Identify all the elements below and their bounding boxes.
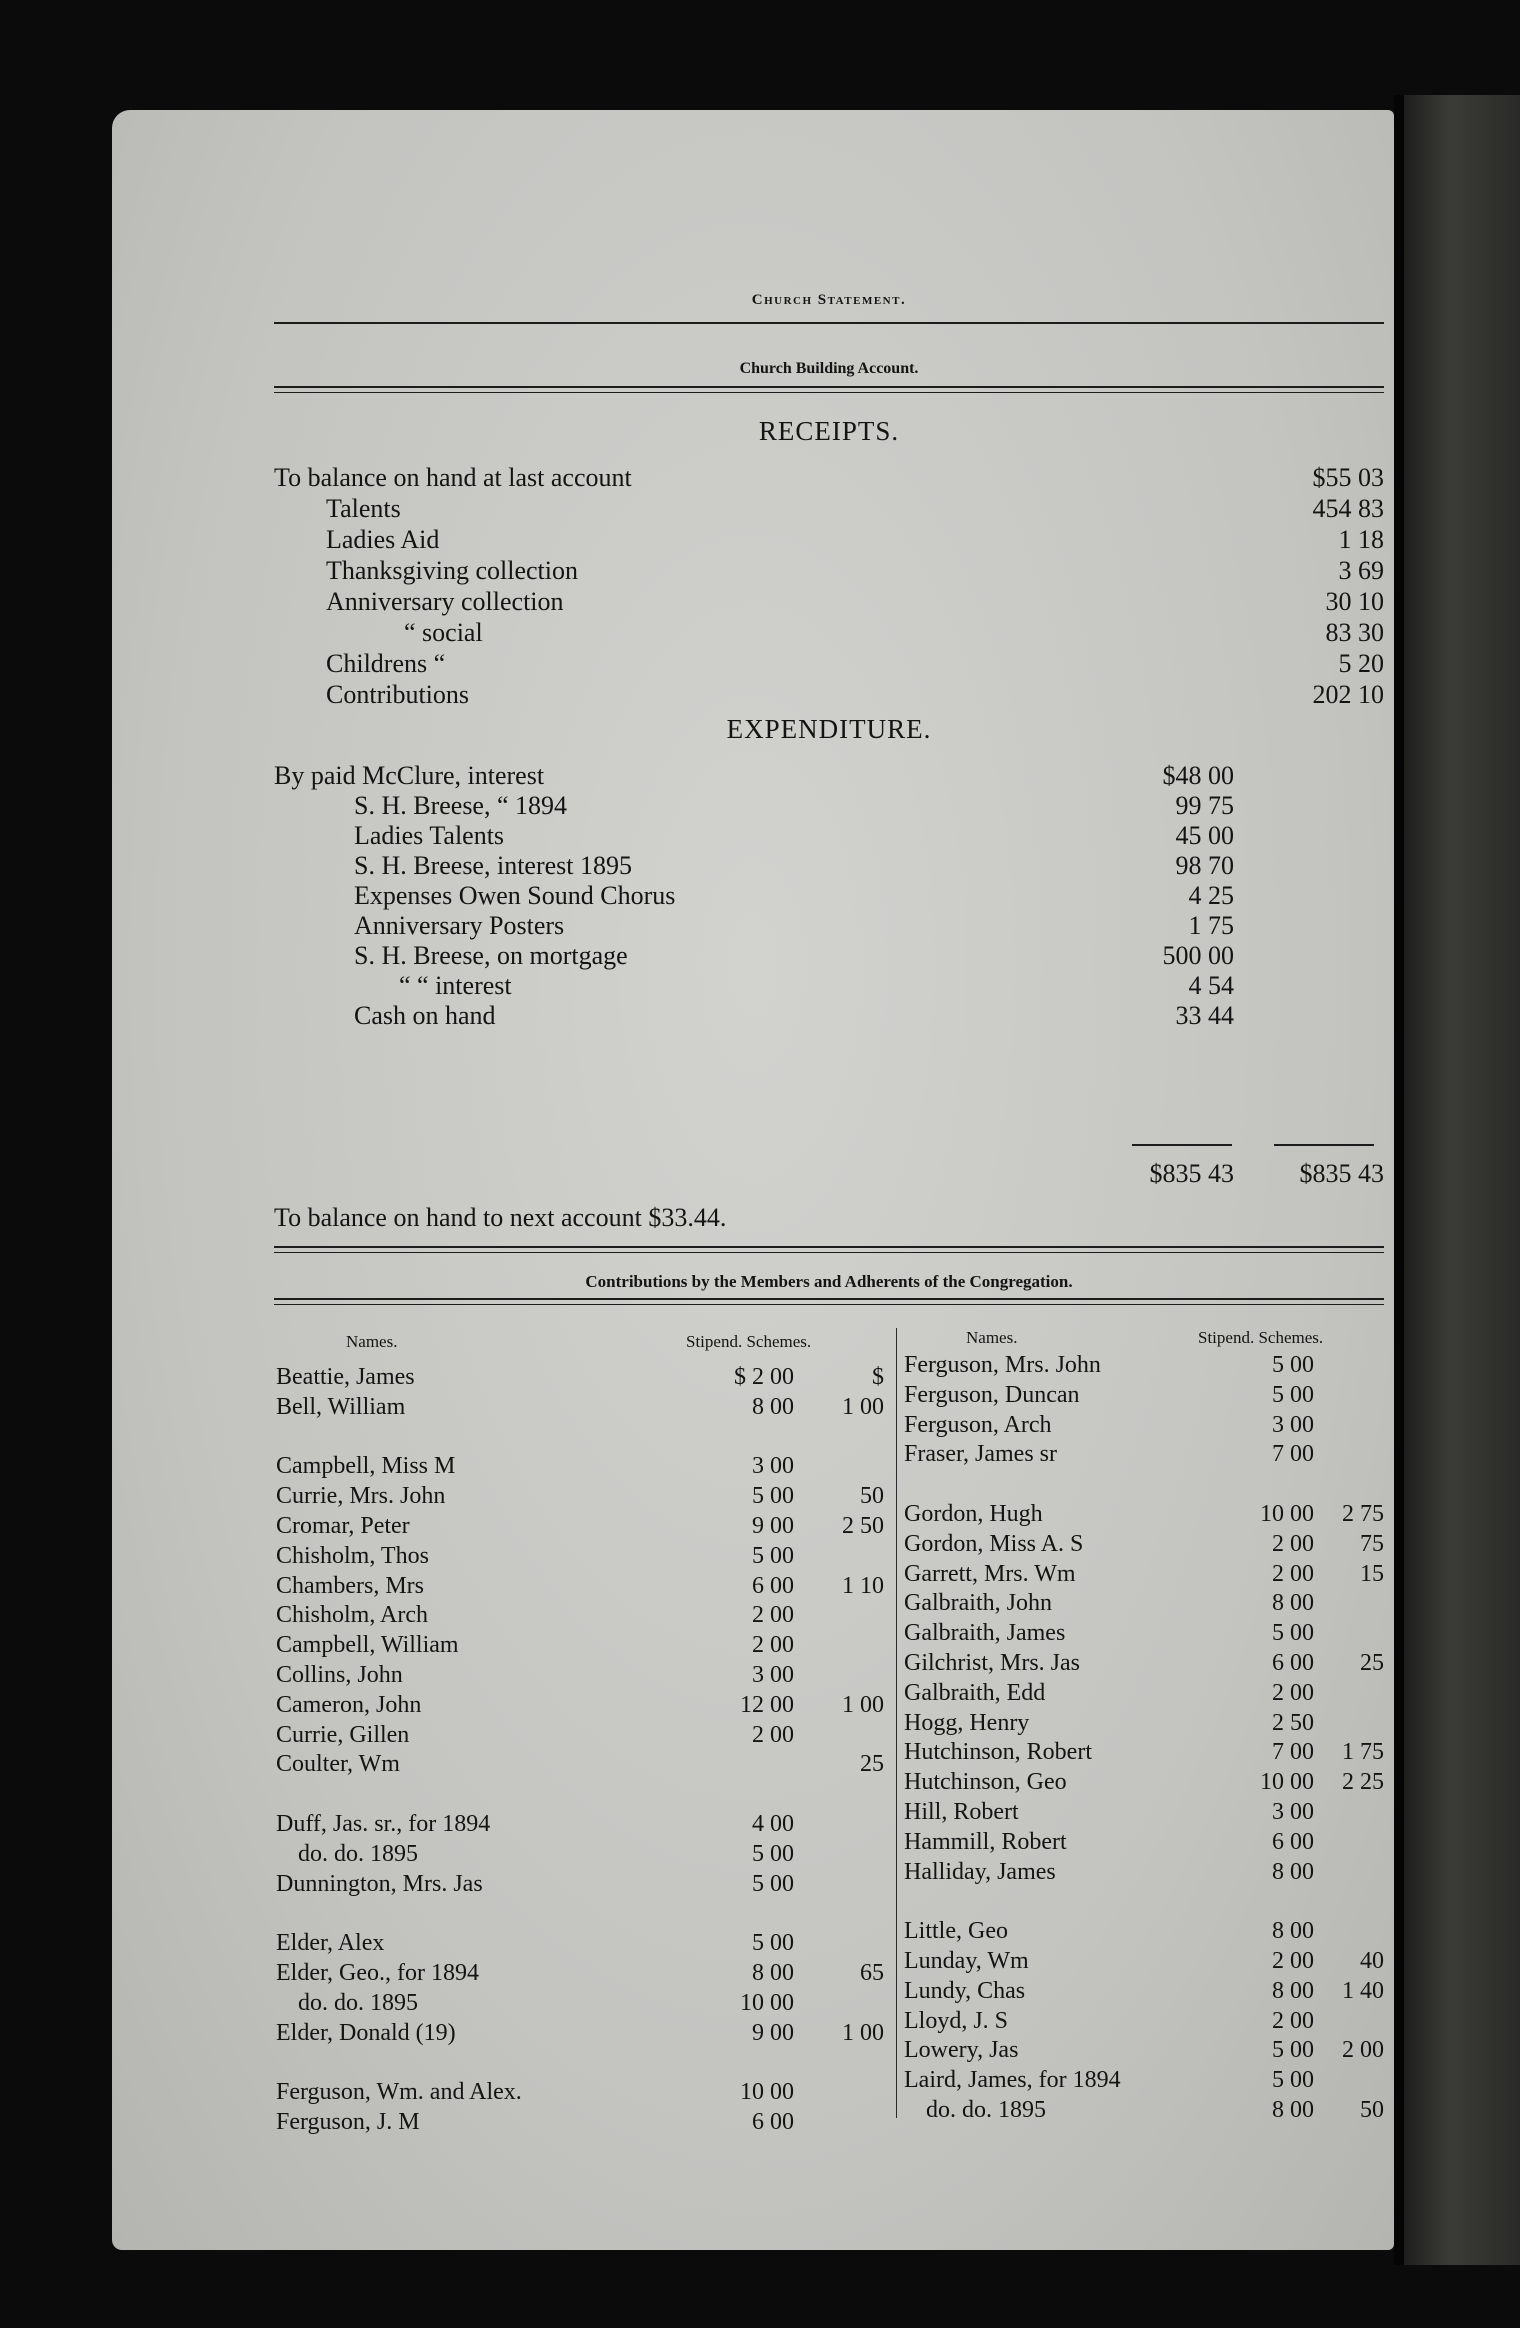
member-name: Chisholm, Arch [276, 1602, 429, 1629]
book-spine [1394, 95, 1404, 2265]
member-stipend: 12 00 [740, 1691, 794, 1718]
receipt-amount: 30 10 [1325, 587, 1384, 616]
receipt-amount: 83 30 [1325, 618, 1384, 647]
member-schemes: 15 [1360, 1560, 1384, 1587]
member-schemes: 25 [1360, 1650, 1384, 1676]
member-schemes: 2 50 [842, 1513, 884, 1539]
member-name: Chisholm, Thos [276, 1542, 429, 1569]
member-name: Bell, William [276, 1393, 406, 1420]
member-row [274, 1439, 1384, 1469]
member-schemes: 1 40 [1342, 1977, 1384, 2004]
member-stipend: 5 00 [1272, 2067, 1314, 2094]
totals-row [274, 1158, 1384, 1190]
receipt-row [274, 586, 1384, 618]
member-schemes: 75 [1360, 1530, 1384, 1557]
expenditure-row [274, 970, 1384, 1002]
receipt-row [274, 679, 1384, 711]
member-name: Cromar, Peter [276, 1513, 410, 1539]
member-stipend: 2 00 [1272, 2007, 1314, 2034]
expenditure-row [274, 910, 1384, 942]
member-row [274, 1827, 1384, 1857]
member-stipend: 10 00 [740, 2079, 794, 2106]
member-stipend: 4 00 [752, 1811, 794, 1837]
expenditure-amount: 4 25 [1188, 881, 1234, 910]
member-name: Ferguson, Duncan [904, 1381, 1080, 1408]
member-name: Cameron, John [276, 1691, 422, 1718]
member-stipend: 5 00 [1272, 1352, 1314, 1378]
member-schemes: 2 75 [1342, 1501, 1384, 1527]
member-stipend: 5 00 [752, 1840, 794, 1867]
member-stipend: 7 00 [1272, 1739, 1314, 1766]
receipt-label: To balance on hand at last account [274, 463, 632, 492]
member-stipend: 3 00 [1272, 1799, 1314, 1825]
member-name: Hutchinson, Robert [904, 1739, 1092, 1766]
receipt-amount: 202 10 [1312, 680, 1384, 709]
receipts-sum-line [1274, 1144, 1374, 1146]
member-row [274, 2006, 1384, 2036]
receipt-row [274, 462, 1384, 494]
receipt-row [274, 648, 1384, 680]
member-row [274, 2065, 1384, 2095]
receipt-row [274, 555, 1384, 587]
expenditure-heading: EXPENDITURE. [726, 714, 932, 744]
member-stipend: 6 00 [752, 2109, 794, 2135]
member-name: Little, Geo [904, 1918, 1008, 1945]
receipt-label: Thanksgiving collection [326, 556, 579, 585]
receipt-amount: 1 18 [1338, 525, 1384, 554]
receipt-row [274, 617, 1384, 649]
facing-page-edge [1404, 95, 1520, 2265]
account-title: Church Building Account. [739, 360, 919, 377]
member-stipend: 8 00 [1272, 2097, 1314, 2123]
member-stipend: 3 00 [752, 1453, 794, 1480]
right-col-amounts-header: Stipend. Schemes. [1198, 1328, 1324, 1347]
member-name: Currie, Mrs. John [276, 1483, 446, 1510]
member-row [274, 1708, 1384, 1738]
receipt-label: Talents [326, 494, 401, 523]
member-name: Hutchinson, Geo [904, 1769, 1067, 1796]
member-row [274, 1767, 1384, 1797]
member-stipend: 2 00 [752, 1632, 794, 1659]
member-stipend: 2 00 [752, 1602, 794, 1629]
expenditure-label: S. H. Breese, on mortgage [354, 941, 628, 970]
expenditure-row [274, 790, 1384, 822]
member-name: Elder, Alex [276, 1930, 385, 1957]
member-stipend: 10 00 [1260, 1769, 1314, 1796]
expenditure-amount: 98 70 [1175, 851, 1234, 880]
member-stipend: 5 00 [752, 1542, 794, 1569]
member-stipend: 6 00 [1272, 1650, 1314, 1676]
receipt-label: Contributions [326, 680, 470, 709]
balance-note: To balance on hand to next account $33.44. [274, 1203, 727, 1232]
member-stipend: 6 00 [752, 1572, 794, 1599]
member-schemes: 1 75 [1342, 1739, 1384, 1766]
expenditure-row [274, 880, 1384, 912]
member-name: Hill, Robert [904, 1799, 1019, 1825]
receipt-label: Anniversary collection [326, 587, 564, 616]
member-name: Lloyd, J. S [904, 2007, 1009, 2034]
member-name: Fraser, James sr [904, 1441, 1057, 1468]
member-stipend: $ 2 00 [734, 1364, 794, 1390]
member-name: Halliday, James [904, 1858, 1056, 1885]
member-row [274, 1946, 1384, 1976]
member-row [274, 1410, 1384, 1440]
member-stipend: 2 00 [752, 1721, 794, 1748]
member-row [274, 2095, 1384, 2125]
receipt-amount: 5 20 [1338, 649, 1384, 678]
member-stipend: 7 00 [1272, 1441, 1314, 1468]
total-expenditure: $835 43 [1149, 1159, 1234, 1188]
running-header: Church Statement. [751, 292, 907, 308]
expenditure-amount: 45 00 [1175, 821, 1234, 850]
member-stipend: 3 00 [752, 1662, 794, 1688]
member-stipend: 8 00 [752, 1960, 794, 1986]
member-row [274, 1350, 1384, 1380]
member-schemes: $ [872, 1364, 884, 1390]
member-stipend: 5 00 [1272, 1381, 1314, 1408]
member-row [274, 1916, 1384, 1946]
member-schemes: 50 [860, 1483, 884, 1510]
member-stipend: 9 00 [752, 1513, 794, 1539]
contrib-rule-bottom [274, 1298, 1384, 1300]
member-stipend: 5 00 [1272, 1620, 1314, 1647]
title-rule-top [274, 386, 1384, 388]
member-name: do. do. 1895 [298, 1989, 418, 2016]
receipt-row [274, 493, 1384, 525]
member-stipend: 5 00 [752, 1483, 794, 1510]
member-name: Coulter, Wm [276, 1751, 400, 1778]
expenditure-label: S. H. Breese, “ 1894 [354, 791, 568, 820]
member-stipend: 6 00 [1272, 1828, 1314, 1855]
member-schemes: 40 [1360, 1948, 1384, 1974]
member-name: Laird, James, for 1894 [904, 2067, 1121, 2094]
member-row [274, 1499, 1384, 1529]
member-stipend: 8 00 [752, 1393, 794, 1420]
expenditure-row [274, 850, 1384, 882]
member-stipend: 2 50 [1272, 1709, 1314, 1736]
member-name: Garrett, Mrs. Wm [904, 1560, 1076, 1587]
member-schemes: 2 25 [1342, 1769, 1384, 1796]
member-schemes: 1 00 [842, 2019, 884, 2046]
member-schemes: 2 00 [1342, 2037, 1384, 2064]
member-schemes: 1 10 [842, 1572, 884, 1599]
expenditure-label: “ “ interest [399, 971, 512, 1000]
member-row [274, 1469, 1384, 1499]
member-stipend: 8 00 [1272, 1918, 1314, 1945]
member-schemes: 1 00 [842, 1691, 884, 1718]
expenditure-amount: 4 54 [1188, 971, 1234, 1000]
member-stipend: 9 00 [752, 2019, 794, 2046]
member-stipend: 5 00 [752, 1930, 794, 1957]
expenditure-amount: 99 75 [1175, 791, 1234, 820]
receipt-row [274, 524, 1384, 556]
left-col-names-header: Names. [346, 1332, 398, 1351]
member-row [274, 1559, 1384, 1589]
member-stipend: 3 00 [1272, 1411, 1314, 1438]
member-name: Dunnington, Mrs. Jas [276, 1870, 483, 1897]
expenditure-amount: 33 44 [1175, 1001, 1234, 1030]
member-row [274, 1618, 1384, 1648]
right-col-names-header: Names. [966, 1328, 1018, 1347]
member-name: Gilchrist, Mrs. Jas [904, 1650, 1080, 1676]
receipt-amount: 3 69 [1338, 556, 1384, 585]
member-name: Ferguson, Wm. and Alex. [276, 2079, 522, 2106]
member-name: Elder, Geo., for 1894 [276, 1960, 479, 1986]
member-row [274, 1737, 1384, 1767]
member-row [274, 1857, 1384, 1887]
member-stipend: 10 00 [740, 1989, 794, 2016]
receipt-label: Childrens “ [326, 649, 446, 678]
member-stipend: 2 00 [1272, 1560, 1314, 1587]
contrib-rule-bottom-2 [274, 1304, 1384, 1305]
member-name: Collins, John [276, 1662, 403, 1688]
member-stipend: 5 00 [1272, 2037, 1314, 2064]
member-name: Galbraith, John [904, 1590, 1052, 1617]
expenditure-label: By paid McClure, interest [274, 761, 545, 790]
member-name: Lowery, Jas [904, 2037, 1019, 2064]
member-name: Hammill, Robert [904, 1828, 1067, 1855]
expenditure-sum-line [1132, 1144, 1232, 1146]
member-name: Elder, Donald (19) [276, 2019, 456, 2046]
contributions-title: Contributions by the Members and Adherents of the Congregation. [585, 1272, 1073, 1291]
member-row [274, 1976, 1384, 2006]
member-name: Currie, Gillen [276, 1721, 410, 1748]
member-name: Gordon, Hugh [904, 1501, 1043, 1527]
member-name: Duff, Jas. sr., for 1894 [276, 1811, 491, 1837]
member-schemes: 65 [860, 1960, 884, 1986]
member-name: Lundy, Chas [904, 1977, 1026, 2004]
expenditure-row [274, 760, 1384, 792]
member-stipend: 8 00 [1272, 1590, 1314, 1617]
member-name: Ferguson, Arch [904, 1411, 1052, 1438]
member-stipend: 8 00 [1272, 1977, 1314, 2004]
receipt-amount: 454 83 [1312, 494, 1384, 523]
member-schemes: 50 [1360, 2097, 1384, 2123]
member-name: do. do. 1895 [926, 2097, 1046, 2123]
member-stipend: 10 00 [1260, 1501, 1314, 1527]
member-name: Chambers, Mrs [276, 1572, 424, 1599]
receipt-label: Ladies Aid [326, 525, 440, 554]
member-name: do. do. 1895 [298, 1840, 418, 1867]
member-name: Hogg, Henry [904, 1709, 1030, 1736]
contrib-rule-top [274, 1246, 1384, 1248]
expenditure-label: Cash on hand [354, 1001, 496, 1030]
member-name: Galbraith, Edd [904, 1679, 1046, 1706]
balance-note-row [274, 1202, 1384, 1234]
expenditure-label: Anniversary Posters [354, 911, 565, 940]
receipt-label: “ social [404, 618, 483, 647]
expenditure-amount: $48 00 [1162, 761, 1234, 790]
member-name: Galbraith, James [904, 1620, 1066, 1647]
member-row [274, 1380, 1384, 1410]
member-name: Beattie, James [276, 1364, 415, 1390]
member-stipend: 2 00 [1272, 1948, 1314, 1974]
title-rule-bottom [274, 392, 1384, 393]
member-stipend: 5 00 [752, 1870, 794, 1897]
expenditure-row [274, 940, 1384, 972]
expenditure-amount: 500 00 [1162, 941, 1234, 970]
document-page [112, 110, 1394, 2250]
receipt-amount: $55 03 [1312, 463, 1384, 492]
total-receipts: $835 43 [1299, 1159, 1384, 1188]
member-schemes: 1 00 [842, 1393, 884, 1420]
member-stipend: 8 00 [1272, 1858, 1314, 1885]
expenditure-label: Expenses Owen Sound Chorus [354, 881, 676, 910]
expenditure-amount: 1 75 [1188, 911, 1234, 940]
member-row [274, 1648, 1384, 1678]
member-row [274, 2035, 1384, 2065]
left-col-amounts-header: Stipend. Schemes. [686, 1332, 812, 1351]
expenditure-label: S. H. Breese, interest 1895 [354, 851, 633, 880]
member-row [274, 1588, 1384, 1618]
expenditure-label: Ladies Talents [354, 821, 505, 850]
receipts-heading: RECEIPTS. [758, 416, 900, 446]
header-rule [274, 322, 1384, 324]
member-name: Gordon, Miss A. S [904, 1530, 1084, 1557]
expenditure-row [274, 820, 1384, 852]
member-schemes: 25 [860, 1751, 884, 1778]
member-name: Lunday, Wm [904, 1948, 1029, 1974]
contrib-rule-top-2 [274, 1252, 1384, 1253]
member-stipend: 2 00 [1272, 1679, 1314, 1706]
member-row [274, 1797, 1384, 1827]
member-name: Ferguson, J. M [276, 2109, 420, 2135]
member-name: Campbell, William [276, 1632, 459, 1659]
member-name: Campbell, Miss M [276, 1453, 456, 1480]
expenditure-row [274, 1000, 1384, 1032]
member-row [274, 1529, 1384, 1559]
member-name: Ferguson, Mrs. John [904, 1352, 1101, 1378]
member-row [274, 1678, 1384, 1708]
member-row [274, 1886, 1384, 1916]
member-stipend: 2 00 [1272, 1530, 1314, 1557]
